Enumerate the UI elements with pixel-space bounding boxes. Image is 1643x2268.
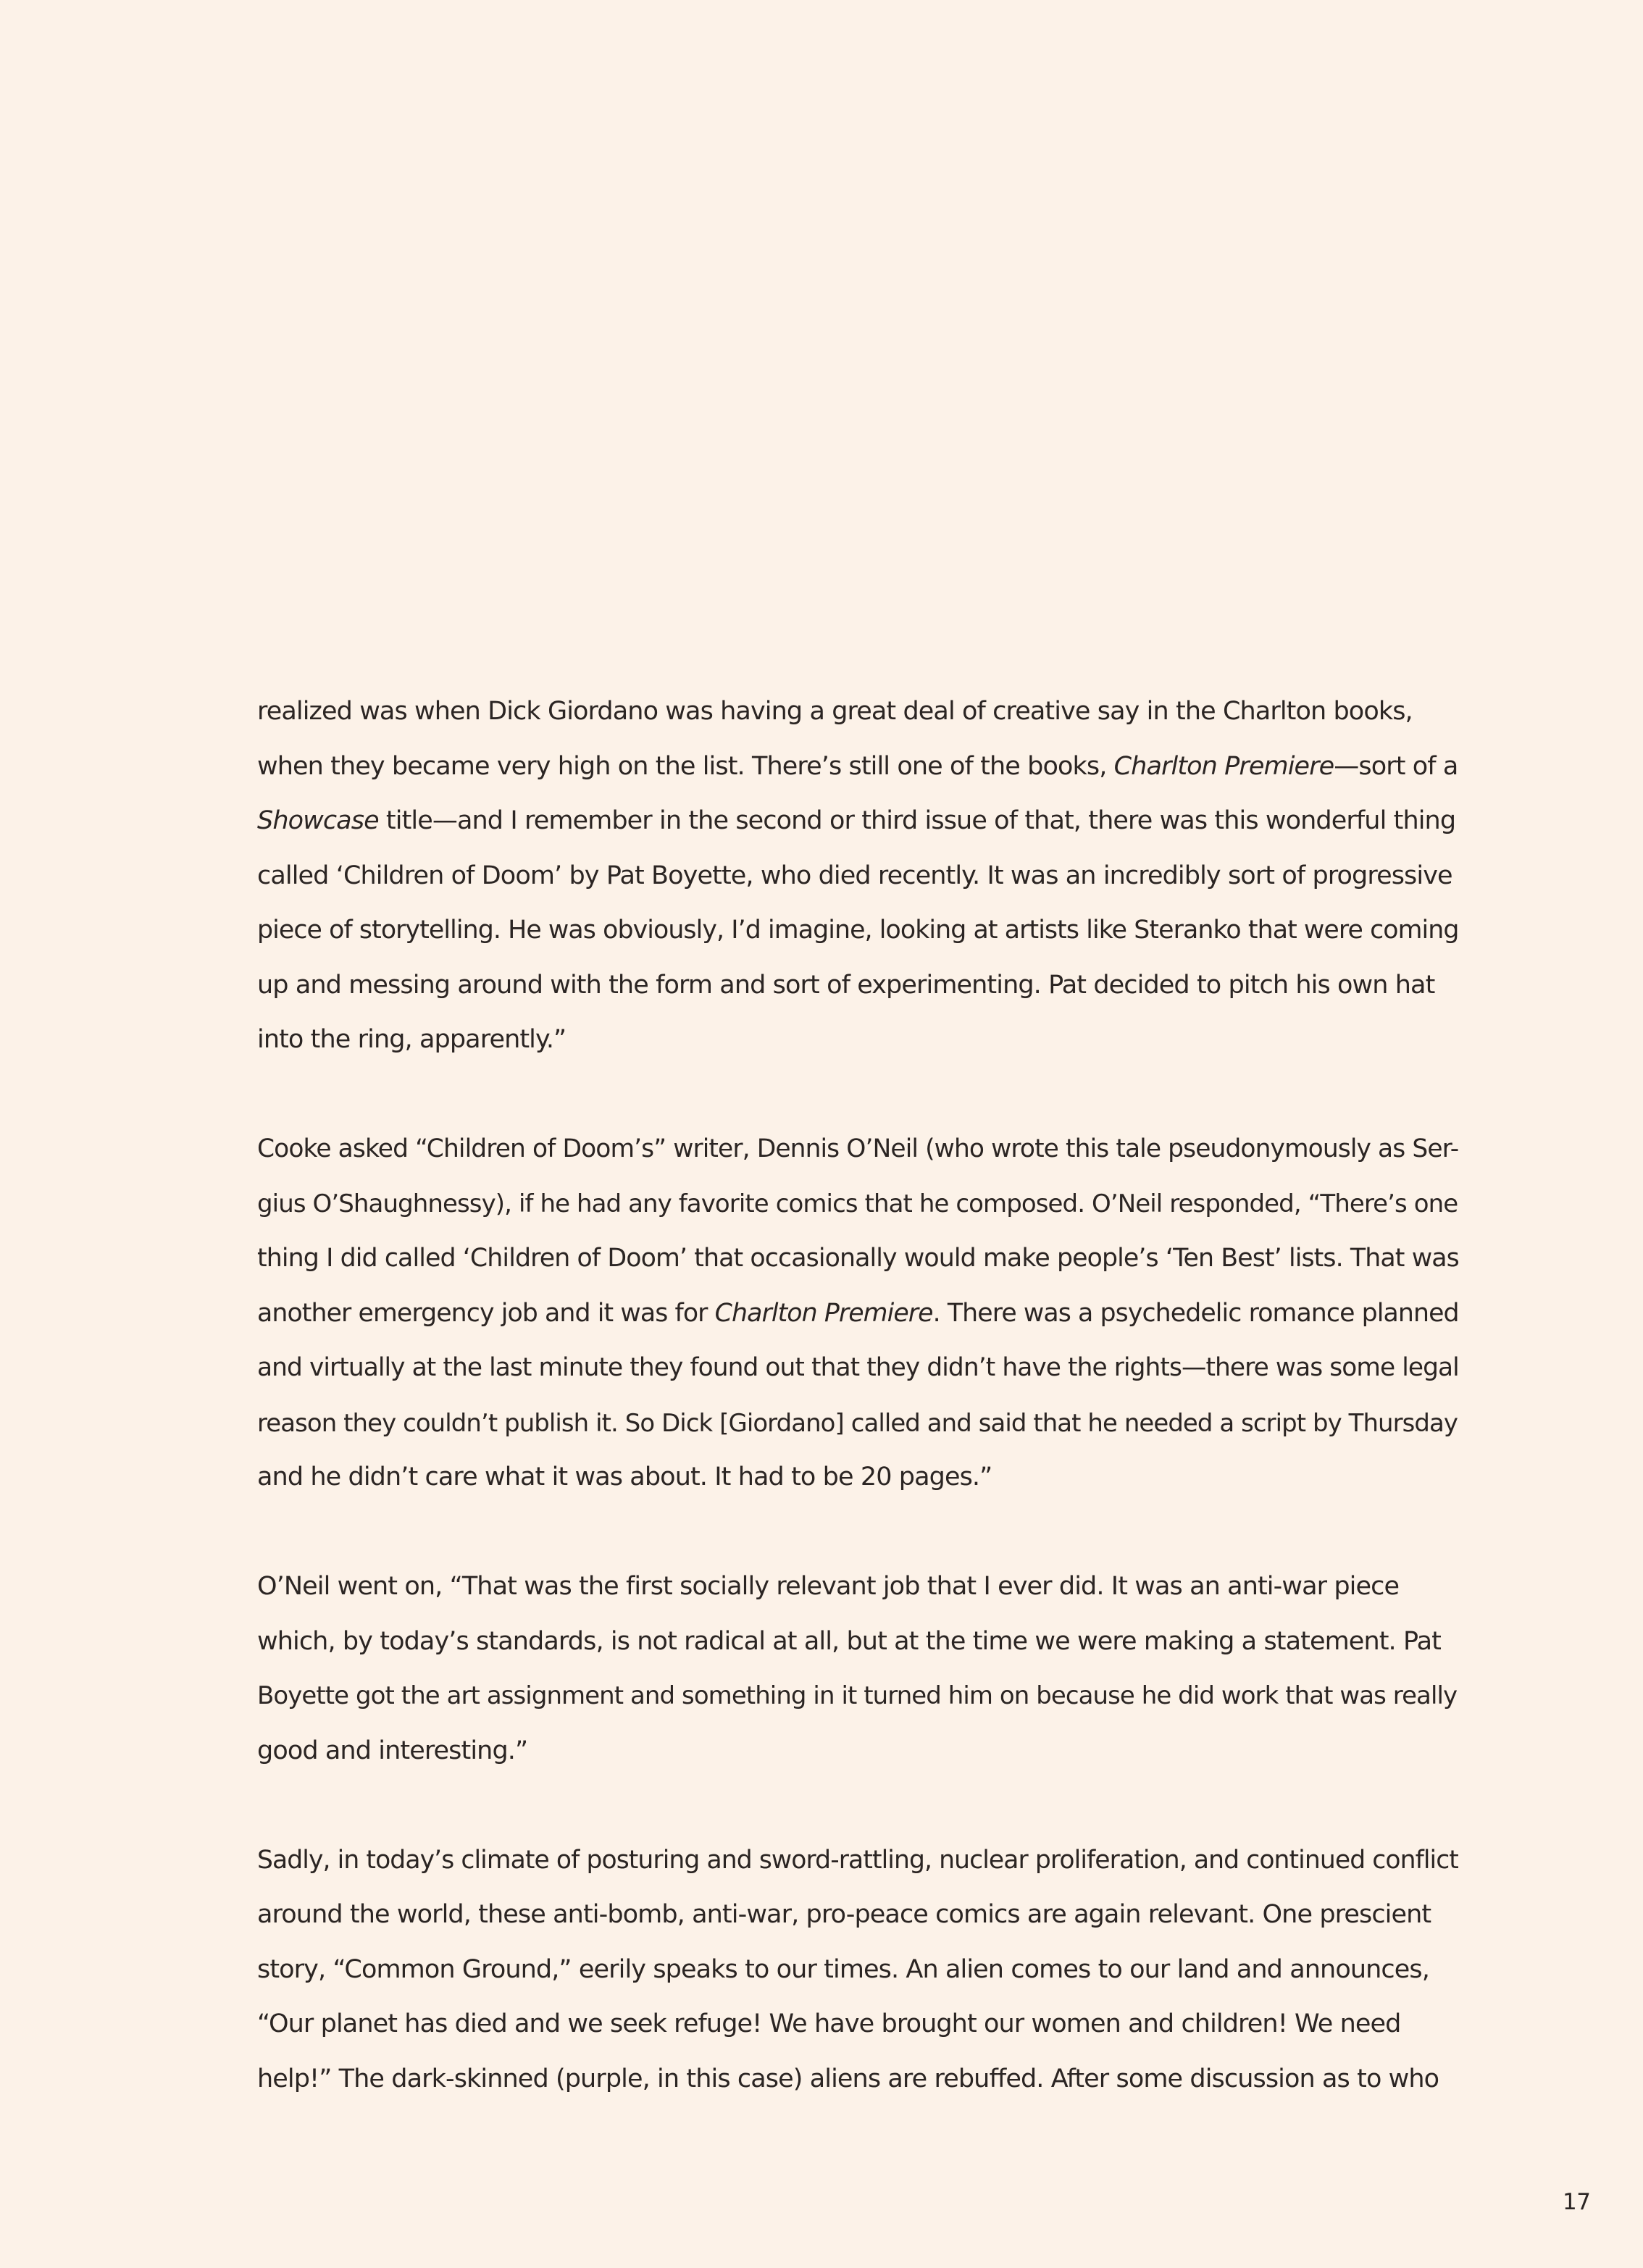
article-body bbox=[257, 685, 1460, 2106]
paragraph bbox=[257, 1560, 1460, 1778]
text-line bbox=[257, 1669, 1460, 1724]
text-segment: another emergency job and it was for bbox=[257, 1298, 715, 1328]
text-segment: gius O’Shaughnessy), if he had any favorite comics that he composed. O’Neil responded, “There’s one bbox=[257, 1189, 1458, 1218]
text-segment: Cooke asked “Children of Doom’s” writer, Dennis O’Neil (who wrote this tale pseudonymously as Ser- bbox=[257, 1134, 1459, 1163]
text-line bbox=[257, 794, 1460, 849]
text-segment: . There was a psychedelic romance planned bbox=[932, 1298, 1459, 1328]
text-segment: around the world, these anti-bomb, anti-war, pro-peace comics are again relevant. One prescient bbox=[257, 1900, 1431, 1929]
text-segment: help!” The dark-skinned (purple, in this case) aliens are rebuffed. After some discussion as to who bbox=[257, 2064, 1439, 2093]
text-line bbox=[257, 1231, 1460, 1286]
text-line bbox=[257, 1177, 1460, 1232]
text-segment: O’Neil went on, “That was the first socially relevant job that I ever did. It was an anti-war piece bbox=[257, 1572, 1400, 1601]
text-line bbox=[257, 1724, 1460, 1779]
text-line bbox=[257, 1122, 1460, 1177]
paragraph bbox=[257, 685, 1460, 1068]
paragraph bbox=[257, 1122, 1460, 1505]
text-segment: Boyette got the art assignment and something in it turned him on because he did work that was really bbox=[257, 1682, 1458, 1710]
text-line bbox=[257, 2052, 1460, 2107]
text-segment: “Our planet has died and we seek refuge! We have brought our women and children! We need bbox=[257, 2009, 1401, 2038]
text-segment: piece of storytelling. He was obviously, I’d imagine, looking at artists like Steranko that were coming bbox=[257, 916, 1459, 945]
text-line bbox=[257, 1888, 1460, 1943]
text-segment: when they became very high on the list. There’s still one of the books, bbox=[257, 751, 1114, 781]
italic-title: Charlton Premiere bbox=[714, 1298, 933, 1328]
page-number: 17 bbox=[1563, 2189, 1591, 2215]
text-segment: and virtually at the last minute they found out that they didn’t have the rights—there was some legal bbox=[257, 1353, 1459, 1382]
paragraph bbox=[257, 1833, 1460, 2107]
text-segment: which, by today’s standards, is not radical at all, but at the time we were making a statement. Pat bbox=[257, 1626, 1442, 1656]
text-segment: called ‘Children of Doom’ by Pat Boyette, who died recently. It was an incredibly sort of progressive bbox=[257, 861, 1452, 890]
text-line bbox=[257, 849, 1460, 904]
text-segment: up and messing around with the form and sort of experimenting. Pat decided to pitch his own hat bbox=[257, 970, 1435, 1000]
text-line bbox=[257, 1286, 1460, 1342]
text-line bbox=[257, 1943, 1460, 1998]
text-line bbox=[257, 958, 1460, 1013]
text-line bbox=[257, 1560, 1460, 1615]
text-line bbox=[257, 685, 1460, 740]
text-line bbox=[257, 1450, 1460, 1505]
text-segment: story, “Common Ground,” eerily speaks to our times. An alien comes to our land and announces, bbox=[257, 1954, 1429, 1984]
text-line bbox=[257, 1396, 1460, 1451]
text-line bbox=[257, 1615, 1460, 1670]
text-line bbox=[257, 1833, 1460, 1888]
text-line bbox=[257, 1341, 1460, 1396]
text-line bbox=[257, 903, 1460, 958]
text-line bbox=[257, 740, 1460, 795]
text-segment: thing I did called ‘Children of Doom’ that occasionally would make people’s ‘Ten Best’ lists. That was bbox=[257, 1244, 1459, 1273]
italic-title: Charlton Premiere bbox=[1113, 751, 1334, 781]
text-segment: and he didn’t care what it was about. It had to be 20 pages.” bbox=[257, 1463, 992, 1491]
text-line bbox=[257, 1013, 1460, 1068]
text-segment: into the ring, apparently.” bbox=[257, 1025, 567, 1054]
text-segment: Sadly, in today’s climate of posturing and sword-rattling, nuclear proliferation, and continued conflict bbox=[257, 1845, 1458, 1875]
text-segment: reason they couldn’t publish it. So Dick [Giordano] called and said that he needed a script by Thursday bbox=[257, 1408, 1458, 1437]
paragraph-gap bbox=[257, 1068, 1460, 1123]
text-line bbox=[257, 1997, 1460, 2052]
italic-title: Showcase bbox=[257, 806, 379, 835]
text-segment: —sort of a bbox=[1334, 751, 1458, 781]
text-segment: good and interesting.” bbox=[257, 1736, 528, 1765]
text-segment: realized was when Dick Giordano was having a great deal of creative say in the Charlton books, bbox=[257, 697, 1413, 726]
text-segment: title—and I remember in the second or third issue of that, there was this wonderful thing bbox=[378, 806, 1456, 835]
paragraph-gap bbox=[257, 1505, 1460, 1560]
paragraph-gap bbox=[257, 1778, 1460, 1833]
